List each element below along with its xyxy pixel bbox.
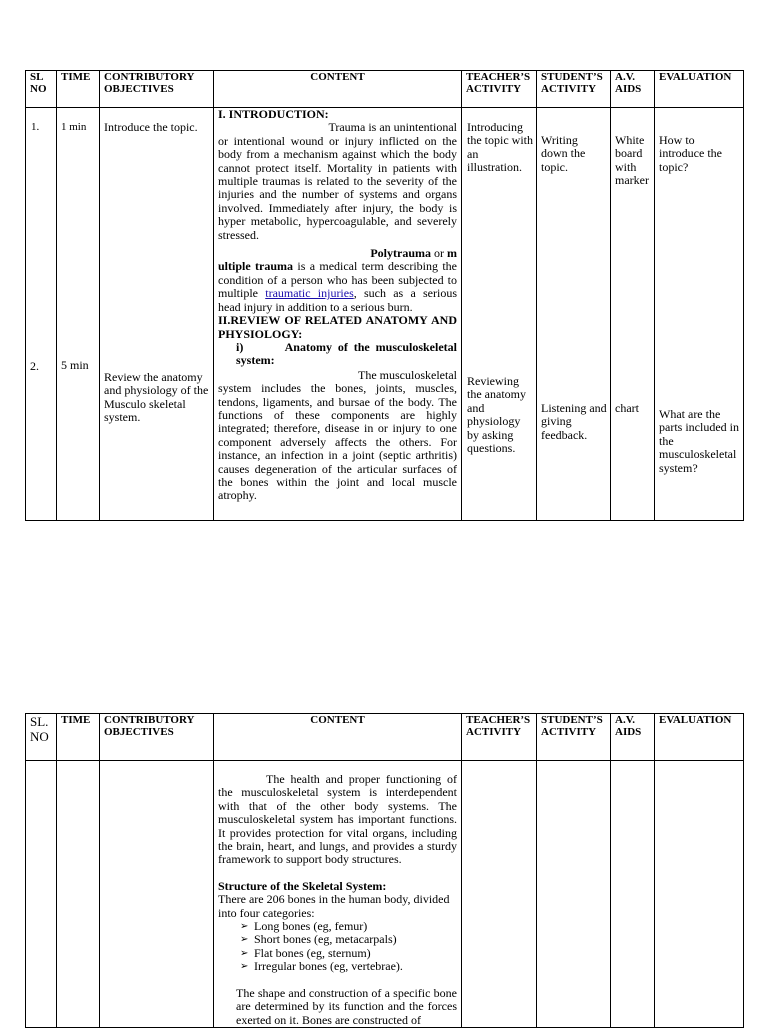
health-paragraph: The health and proper functioning of the musculoskeletal system is interdependent with that of the other body systems. The musculoskeletal system has important functions. It provides protection for vital organs, including the brain, heart, and lungs, and provides a sturdy framework to support body structures. — [218, 772, 457, 867]
table-row — [26, 761, 744, 1028]
table-header-row — [26, 71, 744, 108]
polytrauma-text-2: , such as a serious head injury in addition to a serious burn. — [218, 286, 457, 314]
row1-sl-no: 1. — [31, 121, 40, 133]
content-cell — [214, 761, 461, 1027]
structure-heading: Structure of the Skeletal System: — [218, 878, 387, 893]
row2-av-aids: chart — [615, 401, 639, 415]
header-time: TIME — [57, 71, 100, 108]
polytrauma-paragraph — [218, 260, 457, 314]
traumatic-injuries-link[interactable]: traumatic injuries — [265, 286, 354, 301]
msk-lead: The musculoskeletal — [358, 367, 457, 382]
row1-student-activity: Writing down the topic. — [541, 133, 586, 174]
header-teacher-activity: TEACHER’S ACTIVITY — [462, 71, 537, 108]
trauma-paragraph: or intentional wound or injury inflicted on the body from a mechanism against which the body cannot protect itself. Mortality in patients with multiple traumas is related to the severity of the injuries and the number of systems and organs involved. Immediately after injury, the body is hyper metabolic, hypercoagulable, and severely stressed. — [218, 133, 457, 242]
header-evaluation: EVALUATION — [655, 714, 744, 761]
anatomy-subheading: i) Anatomy of the musculoskeletal system: — [236, 339, 457, 368]
header-content: CONTENT — [214, 714, 462, 761]
bones-intro: There are 206 bones in the human body, divided into four categories: — [218, 892, 450, 920]
list-item: ➢ Short bones (eg, metacarpals) — [240, 933, 457, 946]
row2-objective: Review the anatomy and physiology of the Musculo skeletal system. — [104, 370, 209, 425]
row1-objective: Introduce the topic. — [104, 120, 198, 134]
multiple-trauma-term: ultiple trauma — [218, 259, 294, 274]
table-row — [26, 108, 744, 521]
row1-teacher-activity: Introducing the topic with an illustration. — [467, 120, 533, 175]
header-student-activity: STUDENT’S ACTIVITY — [537, 714, 611, 761]
header-student-activity: STUDENT’S ACTIVITY — [537, 71, 611, 108]
list-item: ➢ Irregular bones (eg, vertebrae). — [240, 960, 457, 973]
intro-heading: I. INTRODUCTION: — [218, 107, 329, 121]
row2-teacher-activity: Reviewing the anatomy and physiology by asking questions. — [467, 374, 526, 456]
header-objectives: CONTRIBUTORY OBJECTIVES — [100, 71, 214, 108]
list-item: ➢ Flat bones (eg, sternum) — [240, 947, 457, 960]
row2-time: 5 min — [61, 358, 89, 372]
trauma-lead: Trauma is an unintentional — [328, 120, 457, 135]
polytrauma-lead — [218, 247, 457, 260]
row1-evaluation: How to introduce the topic? — [659, 133, 722, 174]
header-teacher-activity: TEACHER’S ACTIVITY — [462, 714, 537, 761]
shape-paragraph: The shape and construction of a specific bone are determined by its function and the forces exerted on it. Bones are constructed of — [236, 985, 457, 1027]
lesson-plan-table-1 — [25, 70, 744, 521]
content-cell — [214, 108, 461, 503]
row1-av-aids: White board with marker — [615, 133, 649, 188]
header-objectives: CONTRIBUTORY OBJECTIVES — [100, 714, 214, 761]
row2-sl-no: 2. — [30, 359, 39, 373]
bone-types-list — [218, 920, 457, 974]
polytrauma-text-1: is a medical term describing the condition of a person who has been subjected to multiple — [218, 259, 457, 301]
row2-evaluation: What are the parts included in the musculoskeletal system? — [659, 407, 739, 475]
header-sl-no: SL NO — [26, 71, 57, 108]
header-time: TIME — [57, 714, 100, 761]
header-content: CONTENT — [214, 71, 462, 108]
header-evaluation: EVALUATION — [655, 71, 744, 108]
row1-time: 1 min — [61, 121, 87, 133]
lesson-plan-table-2 — [25, 713, 744, 1028]
header-av-aids: A.V. AIDS — [611, 71, 655, 108]
list-item: ➢ Long bones (eg, femur) — [240, 920, 457, 933]
polytrauma-or: or — [431, 246, 447, 261]
row2-student-activity: Listening and giving feedback. — [541, 401, 607, 442]
review-heading: II.REVIEW OF RELATED ANATOMY AND PHYSIOLOGY: — [218, 313, 457, 341]
msk-paragraph: system includes the bones, joints, muscles, tendons, ligaments, and bursae of the body. The functions of these components are highly integrated; therefore, disease in or injury to one component adversely affects the others. For instance, an infection in a joint (septic arthritis) causes degeneration of the articular surfaces of the bones within the joint and local muscle atrophy. — [218, 381, 457, 503]
header-av-aids: A.V. AIDS — [611, 714, 655, 761]
polytrauma-m: m — [447, 246, 457, 261]
table-header-row — [26, 714, 744, 761]
header-sl-no: SL. NO — [26, 714, 57, 761]
polytrauma-term: Polytrauma — [370, 246, 431, 261]
